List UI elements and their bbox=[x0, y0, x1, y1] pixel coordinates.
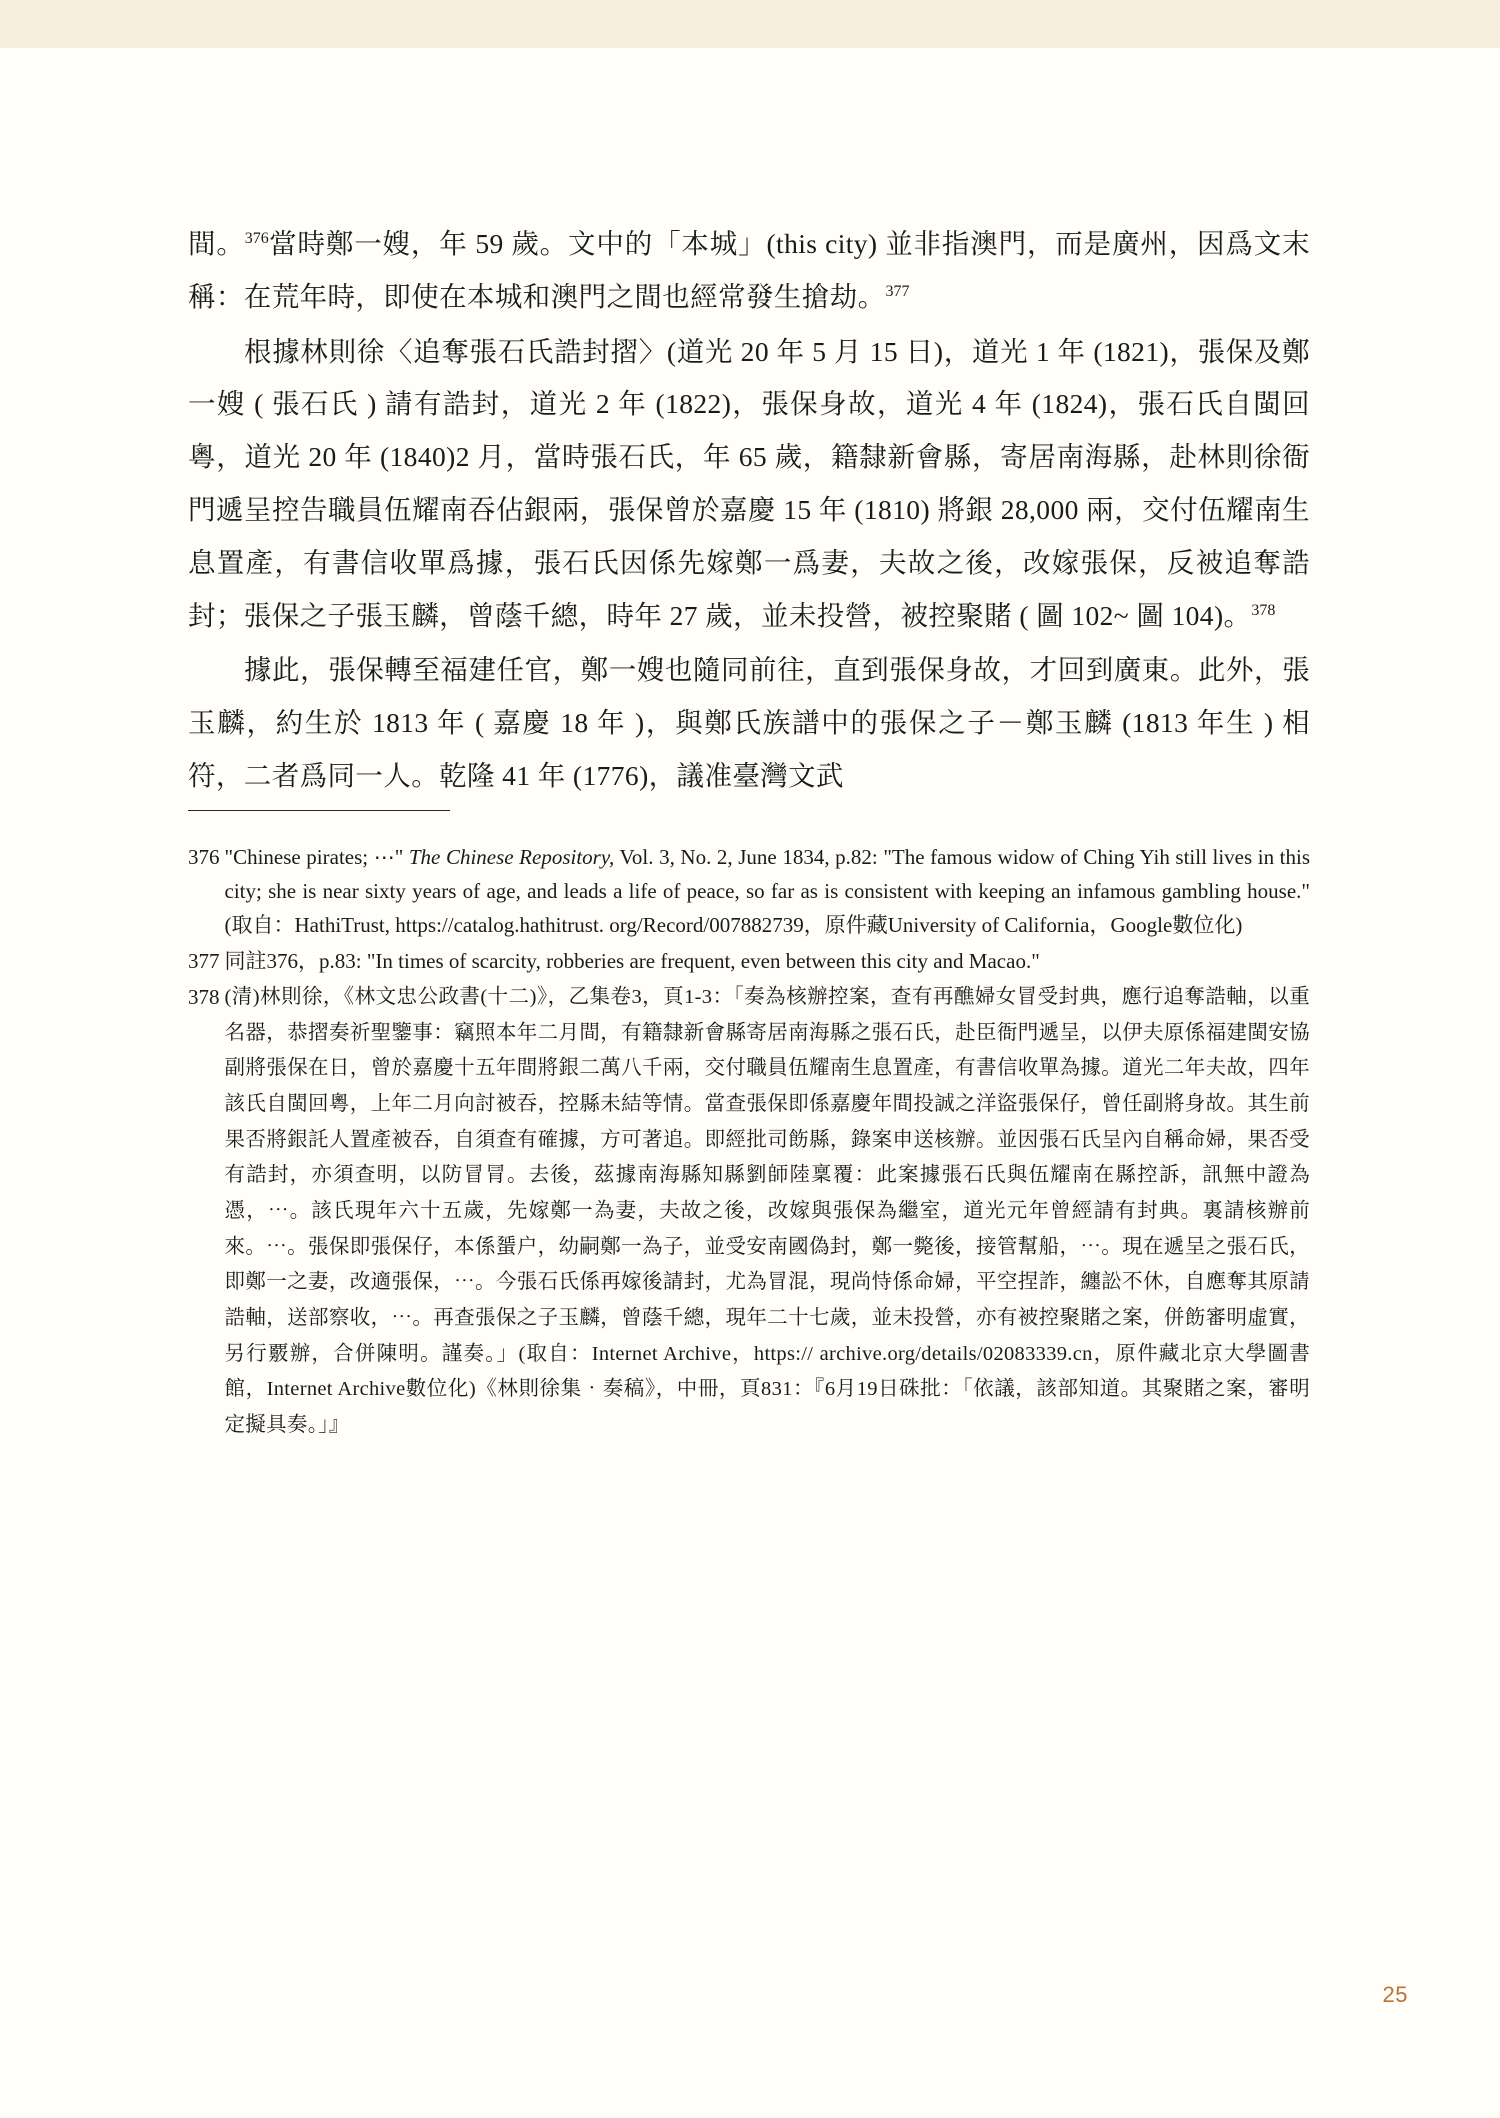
body-text-block bbox=[188, 218, 1310, 805]
page-top-decorative-band bbox=[0, 0, 1500, 49]
footnote-separator-rule bbox=[188, 810, 450, 811]
paragraph-2-text: 根據林則徐〈追奪張石氏誥封摺〉(道光 20 年 5 月 15 日)，道光 1 年 (1821)，張保及鄭一嫂 ( 張石氏 ) 請有誥封，道光 2 年 (1822)，張保身故，道光 4 年 (1824)，張石氏自閩回粵，道光 20 年 (1840)2 月，當時張石氏，年 65 歲，籍隸新會縣，寄居南海縣，赴林則徐衙門遞呈控告職員伍耀南吞佔銀兩，張保曾於嘉慶 15 年 (1810) 將銀 28,000 兩，交付伍耀南生息置產，有書信收單爲據，張石氏因係先嫁鄭一爲妻，夫故之後，改嫁張保，反被追奪誥封；張保之子張玉麟，曾蔭千總，時年 27 歲，並未投營，被控聚賭 ( 圖 102~ 圖 104)。 bbox=[188, 335, 1310, 631]
footnote-number-377: 377 bbox=[188, 949, 220, 974]
paragraph-1 bbox=[188, 218, 1310, 324]
page-number: 25 bbox=[1382, 1982, 1408, 2007]
footnote-item-378 bbox=[188, 980, 1310, 1444]
page-paper-area bbox=[0, 48, 1500, 2118]
footnote-text-377: 同註376，p.83: "In times of scarcity, robberies are frequent, even between this city and Macao." bbox=[224, 949, 1040, 974]
footnote-text-378: (清)林則徐，《林文忠公政書(十二)》，乙集卷3，頁1-3：「奏為核辦控案，查有再醮婦女冒受封典，應行追奪誥軸，以重名器，恭摺奏祈聖鑒事：竊照本年二月間，有籍隸新會縣寄居南海縣之張石氏，赴臣衙門遞呈，以伊夫原係福建閩安協副將張保在日，曾於嘉慶十五年間將銀二萬八千兩，交付職員伍耀南生息置產，有書信收單為據。道光二年夫故，四年該氏自閩回粵，上年二月向討被吞，控縣未結等情。當查張保即係嘉慶年間投誠之洋盜張保仔，曾任副將身故。其生前果否將銀託人置產被吞，自須查有確據，方可著追。即經批司飭縣，錄案申送核辦。並因張石氏呈內自稱命婦，果否受有誥封，亦須查明，以防冒冐。去後，茲據南海縣知縣劉師陸稟覆：此案據張石氏與伍耀南在縣控訴，訊無中證為憑，⋯。該氏現年六十五歲，先嫁鄭一為妻，夫故之後，改嫁與張保為繼室，道光元年曾經請有封典。裏請核辦前來。⋯。張保即張保仔，本係蜑户，幼嗣鄭一為子，並受安南國偽封，鄭一斃後，接管幫船，⋯。現在遞呈之張石氏，即鄭一之妻，改適張保，⋯。今張石氏係再嫁後請封，尤為冒混，現尚恃係命婦，平空捏詐，纏訟不休，自應奪其原請誥軸，送部察收，⋯。再查張保之子玉麟，曾蔭千總，現年二十七歲，並未投營，亦有被控聚賭之案，併飭審明虛實，另行覈辦，合併陳明。謹奏。」(取自：Internet Archive，https:// archive.org/details/02083339.cn，原件藏北京大學圖書館，Internet Archive數位化)《林則徐集‧奏稿》，中冊，頁831：『6月19日硃批：「依議，該部知道。其聚賭之案，審明定擬具奏。」』 bbox=[224, 986, 1310, 1436]
footnote-number-378: 378 bbox=[188, 985, 220, 1010]
footnote-marker-377: 377 bbox=[885, 282, 910, 300]
paragraph-3 bbox=[188, 644, 1310, 802]
paragraph-1-text-middle: 當時鄭一嫂，年 59 歲。文中的「本城」(this city) 並非指澳門，而是廣州，因爲文末稱：在荒年時，即使在本城和澳門之間也經常發生搶劫。 bbox=[188, 228, 1310, 312]
footnote-marker-378: 378 bbox=[1251, 601, 1276, 619]
footnote-text-376: "Chinese pirates; ⋯" The Chinese Repository, Vol. 3, No. 2, June 1834, p.82: "The famous widow of Ching Yih still lives in this city; she is near sixty years of age, and leads a life of peace, so far as is consistent with keeping an infamous gambling house." (取自：HathiTrust, https://catalog.hathitrust. org/Record/007882739，原件藏University of California，Google數位化) bbox=[224, 845, 1311, 938]
footnotes-block bbox=[188, 840, 1310, 1446]
paragraph-3-text: 據此，張保轉至福建任官，鄭一嫂也隨同前往，直到張保身故，才回到廣東。此外，張玉麟，約生於 1813 年 ( 嘉慶 18 年 )，與鄭氏族譜中的張保之子－鄭玉麟 (1813 年生 ) 相符，二者爲同一人。乾隆 41 年 (1776)，議准臺灣文武 bbox=[188, 654, 1310, 791]
paragraph-1-text-before: 間。 bbox=[188, 228, 245, 259]
footnote-376-journal-title: The Chinese Repository, bbox=[408, 845, 615, 869]
footnote-number-376: 376 bbox=[188, 845, 220, 869]
footnote-marker-376: 376 bbox=[244, 229, 269, 247]
paragraph-2 bbox=[188, 326, 1310, 643]
footnote-item-377 bbox=[188, 944, 1310, 978]
footnote-item-376 bbox=[188, 840, 1310, 942]
